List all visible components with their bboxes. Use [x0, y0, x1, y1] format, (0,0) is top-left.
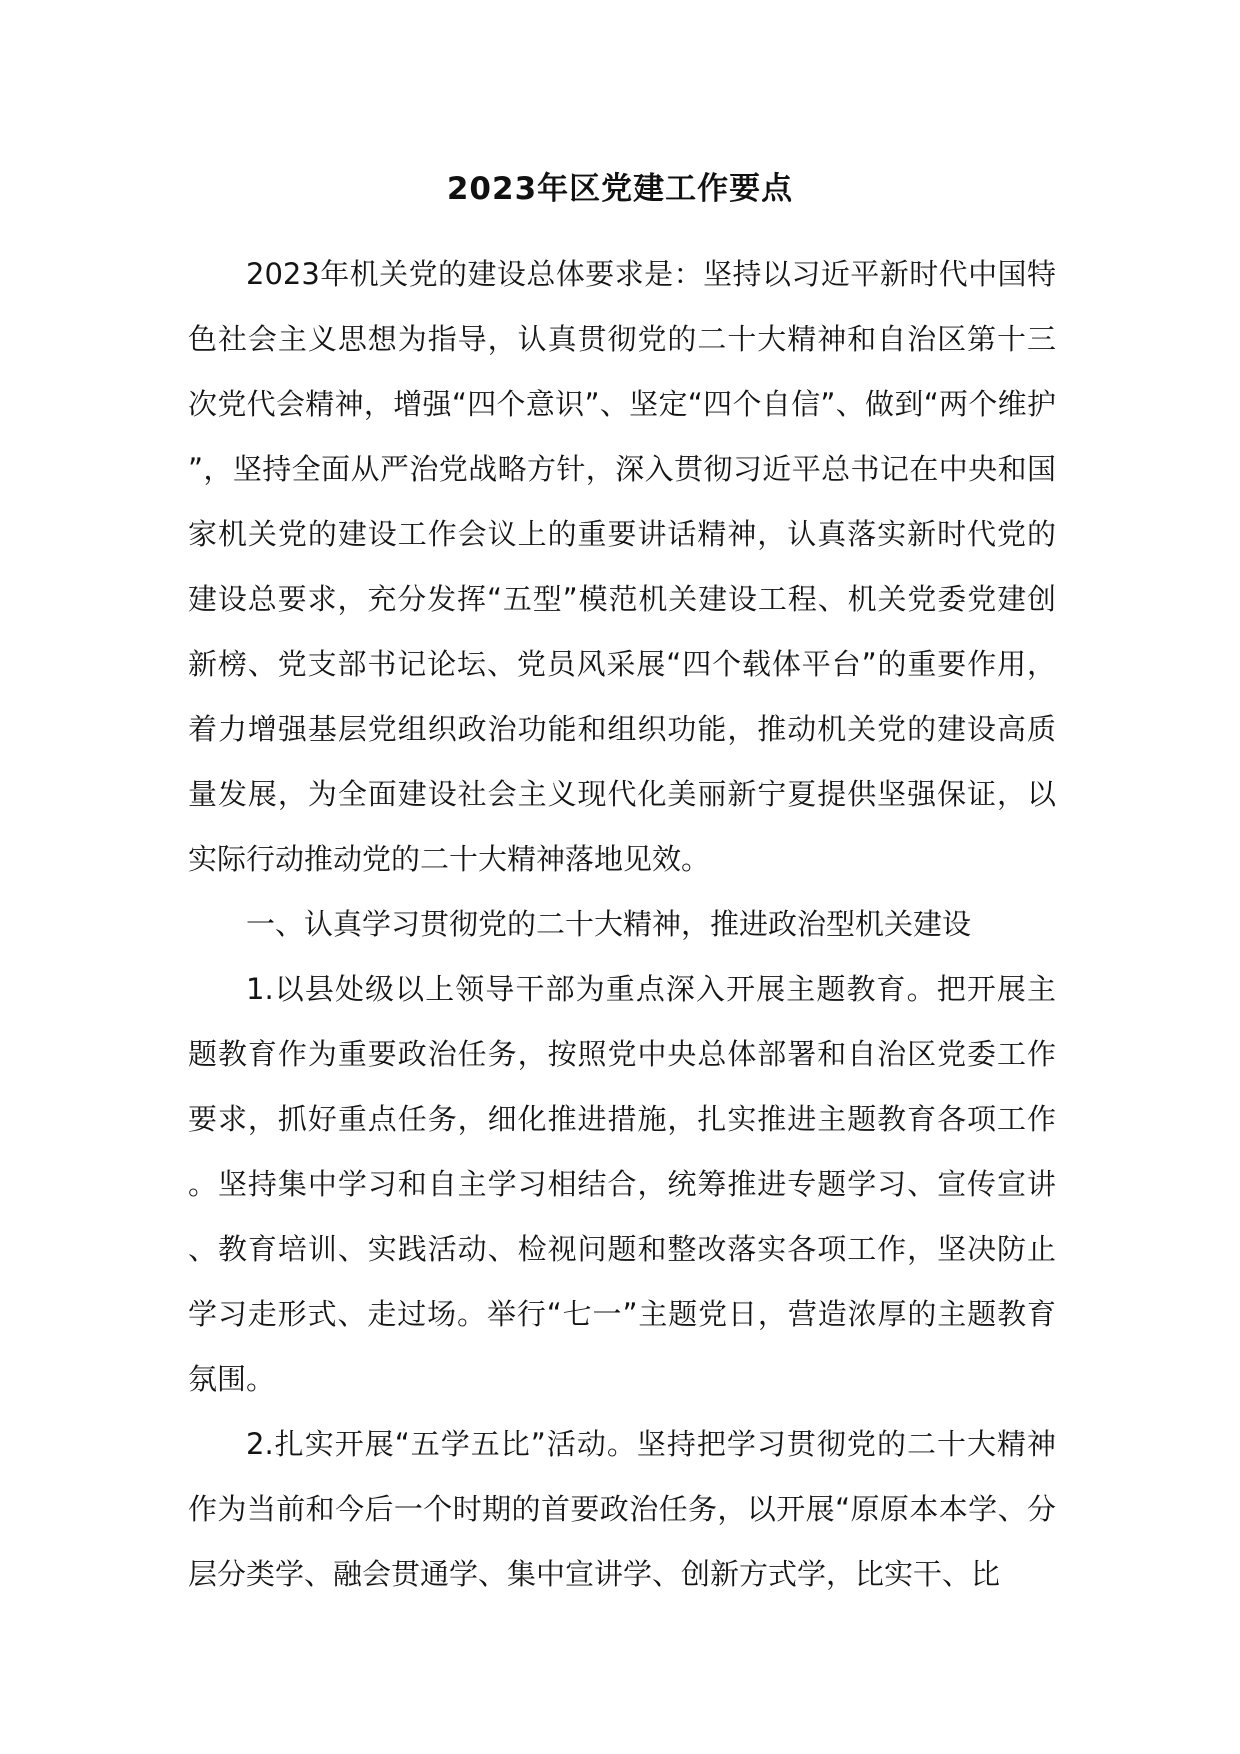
- paragraph-item-2: 2.扎实开展“五学五比”活动。坚持把学习贯彻党的二十大精神作为当前和今后一个时期的首要政治任务，以开展“原原本本学、分层分类学、融会贯通学、集中宣讲学、创新方式学，比实干、比: [188, 1427, 1056, 1591]
- paragraph-intro: 2023年机关党的建设总体要求是：坚持以习近平新时代中国特色社会主义思想为指导，认真贯彻党的二十大精神和自治区第十三次党代会精神，增强“四个意识”、坚定“四个自信”、做到“两个维护”，坚持全面从严治党战略方针，深入贯彻习近平总书记在中央和国家机关党的建设工作会议上的重要讲话精神，认真落实新时代党的建设总要求，充分发挥“五型”模范机关建设工程、机关党委党建创新榜、党支部书记论坛、党员风采展“四个载体平台”的重要作用，着力增强基层党组织政治功能和组织功能，推动机关党的建设高质量发展，为全面建设社会主义现代化美丽新宁夏提供坚强保证，以实际行动推动党的二十大精神落地见效。: [188, 257, 1056, 876]
- paragraph-item-1: 1.以县处级以上领导干部为重点深入开展主题教育。把开展主题教育作为重要政治任务，按照党中央总体部署和自治区党委工作要求，抓好重点任务，细化推进措施，扎实推进主题教育各项工作。坚持集中学习和自主学习相结合，统筹推进专题学习、宣传宣讲、教育培训、实践活动、检视问题和整改落实各项工作，坚决防止学习走形式、走过场。举行“七一”主题党日，营造浓厚的主题教育氛围。: [188, 972, 1056, 1396]
- section-heading-1: 一、认真学习贯彻党的二十大精神，推进政治型机关建设: [246, 907, 972, 941]
- document-body: [188, 242, 1056, 1607]
- document-title: 2023年区党建工作要点: [446, 171, 794, 207]
